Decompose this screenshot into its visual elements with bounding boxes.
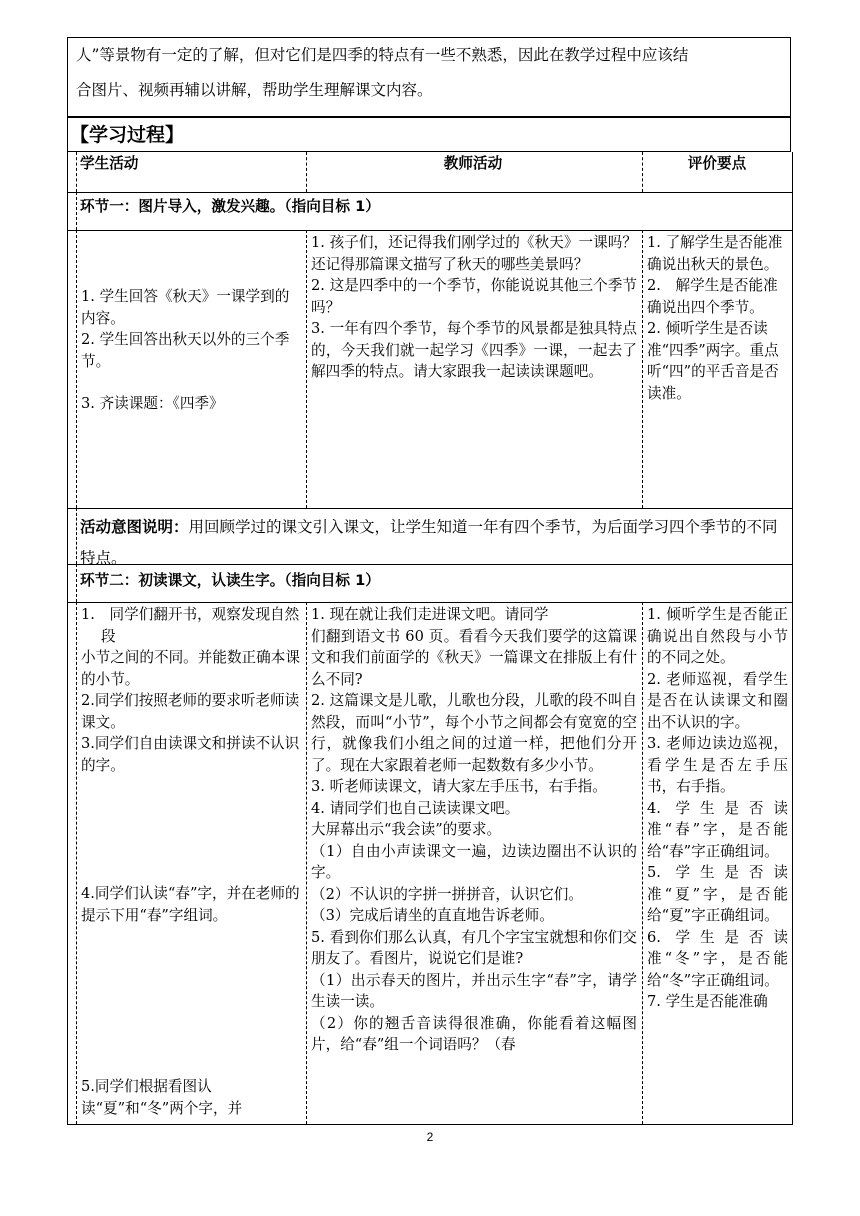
step2-teacher-item: 3. 听老师读课文，请大家左手压书，右手指。 [311,778,607,795]
table-header-row [68,152,792,192]
step2-student-item: 小节之间的不同。并能数正确本课的小节。 [81,649,300,688]
step2-teacher-item: （2）不认识的字拼一拼拼音，认识它们。 [311,885,583,903]
step2-teacher-item: （1）自由小声读课文一遍，边读边圈出不认识的字。 [311,842,637,881]
step1-teacher-item: 3. 一年有四个季节，每个季节的风景都是独具特点的，今天我们就一起学习《四季》一课，一起去了解四季的特点。请大家跟我一起读读课题吧。 [311,320,637,380]
step2-teacher-activities [307,604,641,1056]
step2-student-item: 4.同学们认读“春”字，并在老师的提示下用“春”字组词。 [81,885,300,924]
header-student: 学生活动 [80,155,139,172]
step1-teacher-activities [307,232,641,383]
step2-student-activities [77,604,305,1119]
step2-teacher-item: （1）出示春天的图片，并出示生字“春”字，请学生读一读。 [311,971,637,1010]
learning-process-table [67,152,793,1125]
activity-intent-label: 活动意图说明： [80,518,189,536]
step2-student-item: 3.同学们自由读课文和拼读不认识的字。 [81,735,300,774]
step2-eval-item: 3. 老师边读边巡视，看学生是否左手压书，右手指。 [647,735,788,795]
step1-eval-item: 1. 了解学生是否能准确说出秋天的景色。 [647,234,783,273]
step1-eval-item: 2. 倾听学生是否读准“四季”两字。重点听“四”的平舌音是否读准。 [647,320,779,402]
step2-eval-item: 7. 学生是否能准确 [647,993,768,1010]
step2-teacher-item: （2）你的翘舌音读得很准确，你能看着这幅图片，给“春”组一个词语吗？（春 [311,1014,637,1053]
step2-teacher-item: 大屏幕出示“我会读”的要求。 [311,821,502,838]
step2-evaluation [643,604,792,1013]
step1-student-item: 3. 齐读课题：《四季》 [81,395,224,412]
step2-student-item: 2.同学们按照老师的要求听老师读课文。 [81,692,300,731]
intro-line-1: 人”等景物有一定的了解，但对它们是四季的特点有一些不熟悉，因此在教学过程中应该结 [76,46,689,64]
header-evaluation: 评价要点 [687,155,747,172]
header-teacher: 教师活动 [443,155,503,172]
step1-student-item: 2. 学生回答出秋天以外的三个季节。 [81,331,290,370]
step1-teacher-item: 1. 孩子们，还记得我们刚学过的《秋天》一课吗？还记得那篇课文描写了秋天的哪些美景吗？ [311,234,637,273]
step1-eval-item: 2. 解学生是否能准确说出四个季节。 [647,277,778,316]
step2-eval-item: 4. 学生是否读准“春”字，是否能给“春”字正确组词。 [647,799,788,860]
section-title: 【学习过程】 [67,117,791,152]
step1-teacher-item: 2. 这是四季中的一个季节，你能说说其他三个季节吗？ [311,277,637,316]
step2-teacher-item: 5. 看到你们那么认真，有几个字宝宝就想和你们交朋友了。看图片，说说它们是谁? [311,928,637,967]
step2-teacher-item: （3）完成后请坐的直直地告诉老师。 [311,907,554,924]
intro-line-2: 合图片、视频再辅以讲解，帮助学生理解课文内容。 [76,81,433,99]
step2-eval-item: 1. 倾听学生是否能正确说出自然段与小节的不同之处。 [647,606,788,666]
intro-paragraph [67,37,791,117]
step1-evaluation [643,232,792,404]
step2-eval-item: 5. 学生是否读准“夏”字，是否能给“夏”字正确组词。 [647,864,788,924]
step2-teacher-item: 们翻到语文书 60 页。看看今天我们要学的这篇课文和我们前面学的《秋天》一篇课文在排版上有什么不同? [311,627,637,688]
step2-teacher-item: 4. 请同学们也自己读读课文吧。 [311,799,520,817]
step1-student-item: 1. 学生回答《秋天》一课学到的内容。 [81,288,290,327]
step2-student-item: 1. 同学们翻开书，观察发现自然段 [81,606,300,645]
step2-teacher-item: 1. 现在就让我们走进课文吧。请同学 [311,606,549,623]
step2-title: 环节二：初读课文，认读生字。（指向目标 1） [80,572,380,589]
step2-eval-item: 6. 学生是否读准“冬”字，是否能给“冬”字正确组词。 [647,928,788,989]
page-number: 2 [426,1130,434,1144]
step2-teacher-item: 2. 这篇课文是儿歌，儿歌也分段，儿歌的段不叫自然段，而叫“小节”，每个小节之间都会有宽宽的空行，就像我们小组之间的过道一样，把他们分开了。现在大家跟着老师一起数数有多少小节。 [311,692,637,774]
step1-student-activities [77,286,305,415]
step2-eval-item: 2. 老师巡视，看学生是否在认读课文和圈出不认识的字。 [647,670,788,731]
step1-title: 环节一：图片导入，激发兴趣。（指向目标 1） [80,198,380,215]
activity-intent-text: 用回顾学过的课文引入课文，让学生知道一年有四个季节，为后面学习四个季节的不同特点。 [80,518,778,567]
step2-student-item: 5.同学们根据看图认读“夏”和“冬”两个字，并 [81,1078,243,1117]
